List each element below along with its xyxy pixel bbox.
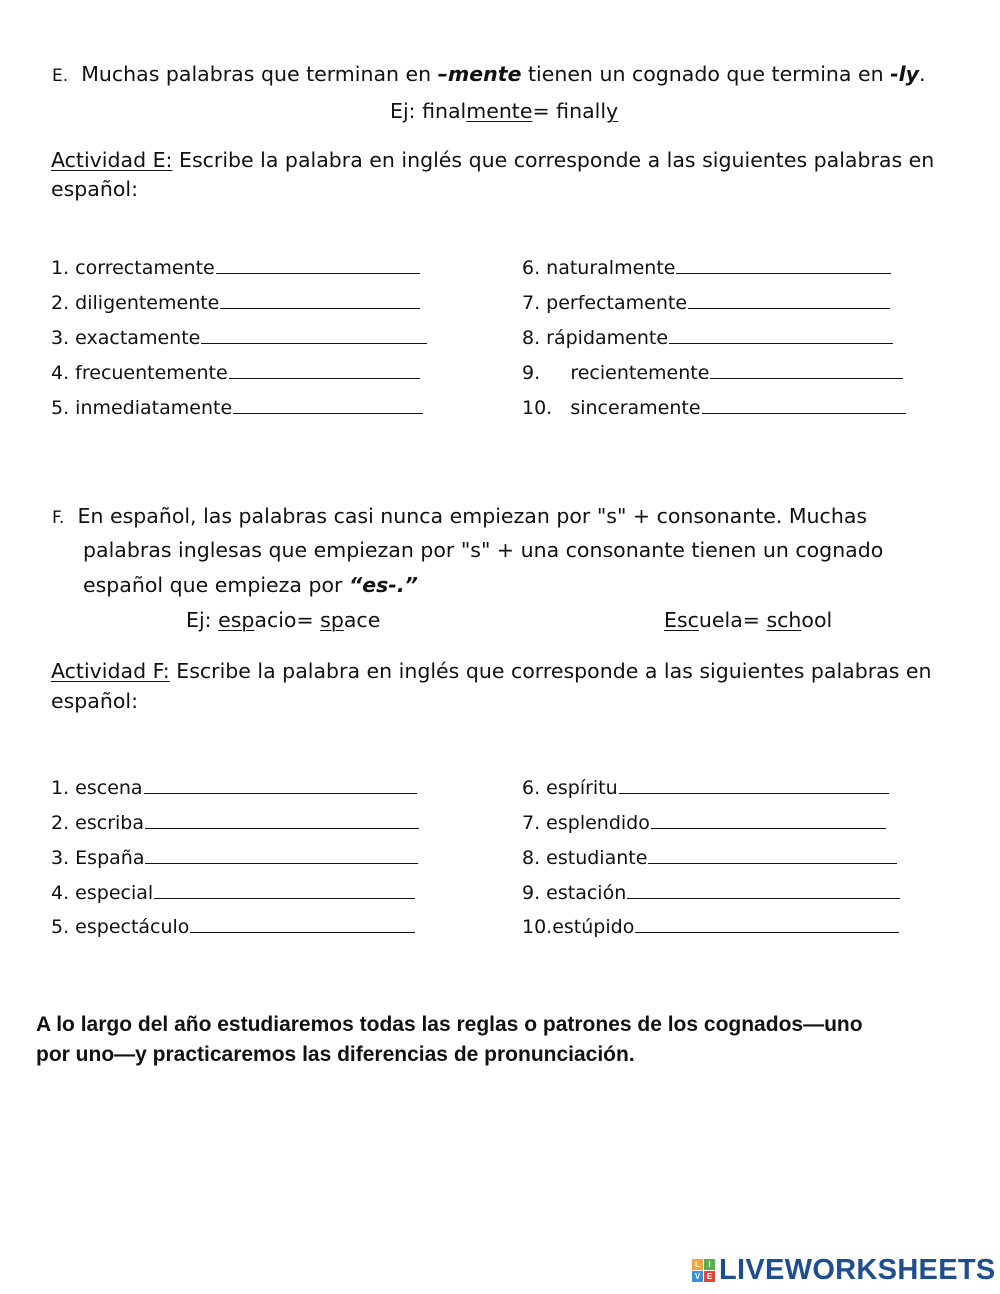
list-item <box>522 360 903 384</box>
list-item <box>522 255 891 279</box>
item-label: 8. rápidamente <box>522 327 669 349</box>
example-underline: sch <box>766 608 802 632</box>
example-underline: mente <box>466 99 533 123</box>
list-item <box>51 290 420 314</box>
item-label: 10.estúpido <box>522 916 635 938</box>
item-label: 7. perfectamente <box>522 292 688 314</box>
logo-mark-icon: L I V E <box>692 1259 715 1282</box>
item-label: 2. diligentemente <box>51 292 220 314</box>
answer-blank[interactable] <box>619 775 889 794</box>
activity-e-label: Actividad E: <box>51 148 173 172</box>
intro-text: Muchas palabras que terminan en <box>81 62 438 86</box>
answer-blank[interactable] <box>229 360 420 379</box>
suffix-mente: –mente <box>437 62 522 86</box>
list-item <box>51 325 427 349</box>
answer-blank[interactable] <box>676 255 891 274</box>
example-text: Ej: <box>186 608 219 632</box>
list-item <box>522 775 889 799</box>
suffix-ly: -ly <box>890 62 920 86</box>
answer-blank[interactable] <box>220 290 420 309</box>
prefix-es: “es-.” <box>349 573 418 597</box>
answer-blank[interactable] <box>216 255 420 274</box>
list-item <box>51 775 417 799</box>
answer-blank[interactable] <box>145 845 418 864</box>
list-item <box>51 810 419 834</box>
activity-text: Escribe la palabra en inglés que corresponde a las siguientes palabras en <box>169 659 932 683</box>
list-item <box>51 880 415 904</box>
answer-blank[interactable] <box>190 914 415 933</box>
answer-blank[interactable] <box>710 360 903 379</box>
liveworksheets-logo[interactable] <box>692 1254 996 1287</box>
item-label: 1. escena <box>51 777 143 799</box>
activity-f-instructions-2: español: <box>51 689 139 713</box>
answer-blank[interactable] <box>144 775 417 794</box>
activity-f-label: Actividad F: <box>51 659 170 683</box>
item-label: 6. naturalmente <box>522 257 676 279</box>
section-f-line2: palabras inglesas que empiezan por "s" + una consonante tienen un cognado <box>83 538 884 562</box>
answer-blank[interactable] <box>651 810 886 829</box>
activity-text: Escribe la palabra en inglés que corresponde a las siguientes palabras en <box>172 148 935 172</box>
item-label: 4. especial <box>51 882 154 904</box>
list-item <box>51 914 415 938</box>
intro-text: . <box>919 62 926 86</box>
list-item <box>522 880 900 904</box>
answer-blank[interactable] <box>145 810 419 829</box>
list-item <box>51 360 420 384</box>
closing-line-1: A lo largo del año estudiaremos todas las reglas o patrones de los cognados—uno <box>36 1013 863 1036</box>
section-f-label: F. <box>52 508 65 528</box>
example-text: Ej: final <box>390 99 467 123</box>
list-item <box>51 255 420 279</box>
item-label: 2. escriba <box>51 812 144 834</box>
list-item <box>522 290 890 314</box>
item-label: 4. frecuentemente <box>51 362 228 384</box>
intro-text: En español, las palabras casi nunca empiezan por "s" + consonante. Muchas <box>77 504 868 528</box>
example-text: uela= <box>698 608 767 632</box>
example-underline: y <box>606 99 619 123</box>
section-e-label: E. <box>52 66 69 86</box>
logo-text: LIVEWORKSHEETS <box>719 1254 996 1286</box>
section-e-intro <box>52 62 926 86</box>
activity-e-instructions-2: español: <box>51 177 139 201</box>
item-label: 5. inmediatamente <box>51 397 233 419</box>
item-label: 1. correctamente <box>51 257 215 279</box>
item-label: 6. espíritu <box>522 777 618 799</box>
example-text: = finall <box>532 99 607 123</box>
list-item <box>522 810 886 834</box>
list-item <box>522 395 906 419</box>
item-label: 8. estudiante <box>522 847 648 869</box>
answer-blank[interactable] <box>627 880 900 899</box>
activity-e-instructions <box>51 148 934 172</box>
list-item <box>51 395 423 419</box>
example-underline: sp <box>320 608 344 632</box>
list-item <box>522 325 893 349</box>
section-f-line3 <box>83 573 418 597</box>
example-text: ace <box>343 608 381 632</box>
example-underline: esp <box>218 608 255 632</box>
section-f-example-2 <box>664 608 832 632</box>
item-label: 10. sinceramente <box>522 397 701 419</box>
answer-blank[interactable] <box>688 290 890 309</box>
list-item <box>522 914 899 938</box>
item-label: 9. recientemente <box>522 362 710 384</box>
list-item <box>51 845 418 869</box>
answer-blank[interactable] <box>635 914 899 933</box>
answer-blank[interactable] <box>702 395 906 414</box>
example-text: acio= <box>254 608 321 632</box>
example-underline: Esc <box>664 608 699 632</box>
section-f-example-1 <box>186 608 380 632</box>
section-f-line1 <box>52 504 867 528</box>
closing-line-2: por uno—y practicaremos las diferencias de pronunciación. <box>36 1043 635 1066</box>
item-label: 3. exactamente <box>51 327 201 349</box>
activity-f-instructions <box>51 659 932 683</box>
answer-blank[interactable] <box>154 880 415 899</box>
answer-blank[interactable] <box>233 395 423 414</box>
answer-blank[interactable] <box>669 325 893 344</box>
section-e-example <box>390 99 618 123</box>
intro-text: tienen un cognado que termina en <box>521 62 891 86</box>
item-label: 9. estación <box>522 882 627 904</box>
list-item <box>522 845 897 869</box>
example-text: ool <box>801 608 833 632</box>
intro-text: español que empieza por <box>83 573 349 597</box>
answer-blank[interactable] <box>648 845 897 864</box>
item-label: 3. España <box>51 847 145 869</box>
answer-blank[interactable] <box>201 325 427 344</box>
item-label: 5. espectáculo <box>51 916 190 938</box>
item-label: 7. esplendido <box>522 812 650 834</box>
